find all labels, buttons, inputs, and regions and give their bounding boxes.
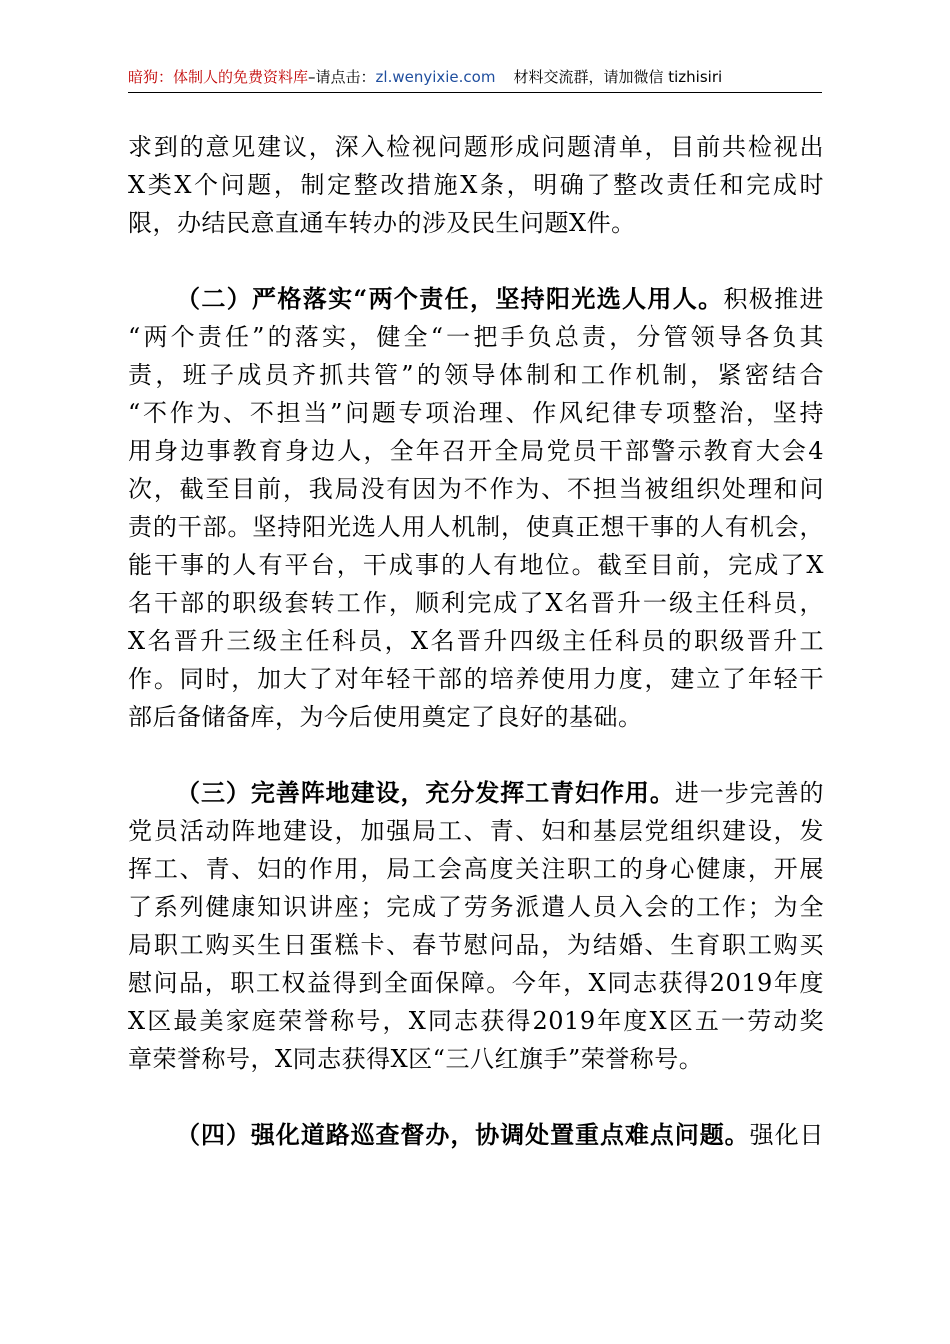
header-contact: 材料交流群，请加微信 tizhisiri [513,68,723,86]
paragraph-first-line [128,280,824,318]
paragraph-line: “不作为、不担当”问题专项治理、作风纪律专项整治，坚持 [128,399,824,427]
section-heading-2: （二）严格落实“两个责任，坚持阳光选人用人。 [176,284,724,313]
paragraph-line: 党员活动阵地建设，加强局工、青、妇和基层党组织建设，发 [128,817,824,845]
header-url-link[interactable]: zl.wenyixie.com [375,68,496,86]
paragraph-line: 局职工购买生日蛋糕卡、春节慰问品，为结婚、生育职工购买 [128,931,824,959]
page-header [128,62,822,93]
paragraph-line: 次，截至目前，我局没有因为不作为、不担当被组织处理和问 [128,475,824,503]
paragraph-line: 限，办结民意直通车转办的涉及民生问题X件。 [128,209,636,237]
paragraph-line: 章荣誉称号，X同志获得X区“三八红旗手”荣誉称号。 [128,1045,704,1073]
paragraph-line: 能干事的人有平台，干成事的人有地位。截至目前，完成了X [128,551,824,579]
header-click-prefix: –请点击： [308,68,376,86]
paragraph-line: 了系列健康知识讲座；完成了劳务派遣人员入会的工作；为全 [128,893,824,921]
body-text [128,128,824,1154]
paragraph-line: 慰问品，职工权益得到全面保障。今年，X同志获得2019年度 [128,969,824,997]
paragraph-line: X类X个问题，制定整改措施X条，明确了整改责任和完成时 [128,171,824,199]
paragraph-1 [128,128,824,242]
paragraph-line: 责的干部。坚持阳光选人用人机制，使真正想干事的人有机会， [128,513,824,541]
paragraph-line: 责，班子成员齐抓共管”的领导体制和工作机制，紧密结合 [128,361,824,389]
section-heading-4: （四）强化道路巡查督办，协调处置重点难点问题。 [176,1120,750,1149]
section-heading-3: （三）完善阵地建设，充分发挥工青妇作用。 [176,778,675,807]
first-line-rest: 进一步完善的 [674,779,824,807]
paragraph-line: 用身边事教育身边人，全年召开全局党员干部警示教育大会4 [128,437,824,465]
paragraph-2 [128,280,824,736]
paragraph-line: 名干部的职级套转工作，顺利完成了X名晋升一级主任科员， [128,589,824,617]
paragraph-first-line [128,774,824,812]
paragraph-3 [128,774,824,1078]
paragraph-first-line [128,1116,824,1154]
paragraph-line: X名晋升三级主任科员，X名晋升四级主任科员的职级晋升工 [128,627,824,655]
paragraph-4 [128,1116,824,1154]
paragraph-line: 挥工、青、妇的作用，局工会高度关注职工的身心健康，开展 [128,855,824,883]
first-line-rest: 强化日 [749,1121,824,1149]
paragraph-line: 部后备储备库，为今后使用奠定了良好的基础。 [128,703,643,731]
paragraph-line: 求到的意见建议，深入检视问题形成问题清单，目前共检视出 [128,133,824,161]
header-brand: 暗狗：体制人的免费资料库 [128,68,309,86]
first-line-rest: 积极推进 [723,285,824,313]
paragraph-line: 作。同时，加大了对年轻干部的培养使用力度，建立了年轻干 [128,665,824,693]
paragraph-line: “两个责任”的落实，健全“一把手负总责，分管领导各负其 [128,323,824,351]
paragraph-line: X区最美家庭荣誉称号，X同志获得2019年度X区五一劳动奖 [128,1007,824,1035]
